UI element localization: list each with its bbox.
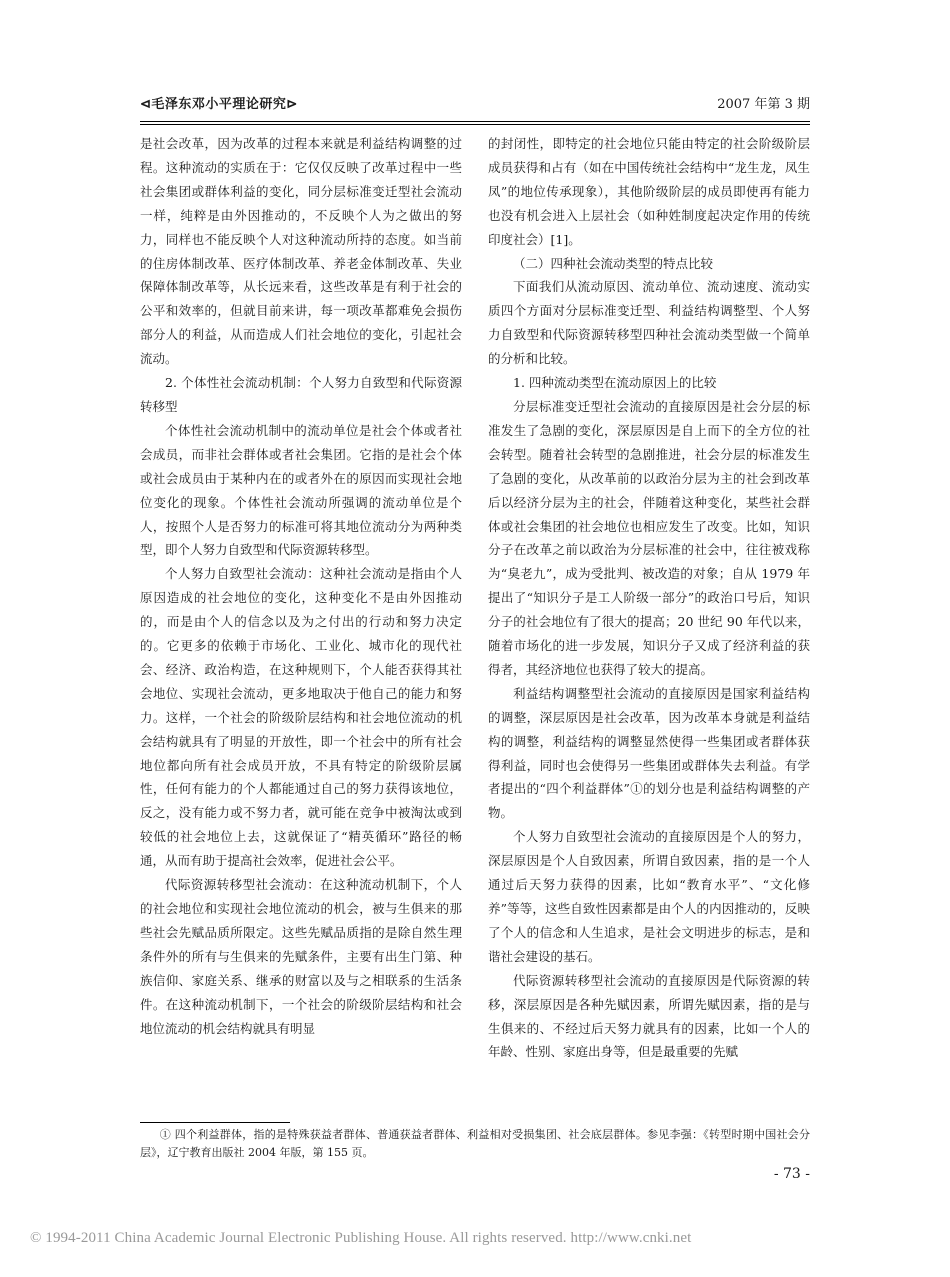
paragraph: 的封闭性，即特定的社会地位只能由特定的社会阶级阶层成员获得和占有（如在中国传统社会结构中“龙生龙，凤生凤”的地位传承现象），其他阶级阶层的成员即使再有能力也没有机会进入上层社会（如种姓制度起决定作用的传统印度社会）[1]。	[488, 136, 810, 247]
footnote	[140, 1126, 810, 1162]
section-heading: 2. 个体性社会流动机制：个人努力自致型和代际资源转移型	[140, 375, 462, 414]
paragraph: 代际资源转移型社会流动：在这种流动机制下，个人的社会地位和实现社会地位流动的机会，被与生俱来的那些社会先赋品质所限定。这些先赋品质指的是除自然生理条件外的所有与生俱来的先赋条件，主要有出生门第、种族信仰、家庭关系、继承的财富以及与之相联系的生活条件。在这种流动机制下，一个社会的阶级阶层结构和社会地位流动的机会结构就具有明显	[140, 877, 462, 1036]
paragraph: 是社会改革，因为改革的过程本来就是利益结构调整的过程。这种流动的实质在于：它仅仅反映了改革过程中一些社会集团或群体利益的变化，同分层标准变迁型社会流动一样，纯粹是由外因推动的，不反映个人为之做出的努力，同样也不能反映个人对这种流动所持的态度。如当前的住房体制改革、医疗体制改革、养老金体制改革、失业保障体制改革等，从长远来看，这些改革是有利于社会的公平和效率的，但就目前来讲，每一项改革都难免会损伤部分人的利益，从而造成人们社会地位的变化，引起社会流动。	[140, 136, 462, 367]
left-column	[140, 132, 462, 1050]
paragraph: 个人努力自致型社会流动：这种社会流动是指由个人原因造成的社会地位的变化，这种变化不是由外因推动的，而是由个人的信念以及为之付出的行动和努力决定的。它更多的依赖于市场化、工业化、城市化的现代社会、经济、政治构造，在这种规则下，个人能否获得其社会地位、实现社会流动，更多地取决于他自己的能力和努力。这样，一个社会的阶级阶层结构和社会地位流动的机会结构就具有了明显的开放性，即一个社会中的所有社会地位都向所有社会成员开放，不具有特定的阶级阶层属性，任何有能力的个人都能通过自己的努力获得该地位，反之，没有能力或不努力者，就可能在竞争中被淘汰或到较低的社会地位上去，这就保证了“精英循环”路径的畅通，从而有助于提高社会效率，促进社会公平。	[140, 566, 462, 869]
page-number: - 73 -	[773, 1166, 810, 1182]
paragraph: 个体性社会流动机制中的流动单位是社会个体或者社会成员，而非社会群体或者社会集团。它指的是社会个体或社会成员由于某种内在的或者外在的原因而实现社会地位变化的现象。个体性社会流动所强调的流动单位是个人，按照个人是否努力的标准可将其地位流动分为两种类型，即个人努力自致型和代际资源转移型。	[140, 422, 462, 558]
issue-label: 2007 年第 3 期	[717, 97, 810, 112]
header-rule	[140, 121, 810, 122]
paragraph: 分层标准变迁型社会流动的直接原因是社会分层的标准发生了急剧的变化，深层原因是自上而下的全方位的社会转型。随着社会转型的急剧推进，社会分层的标准发生了急剧的变化，从改革前的以政治分层为主的社会到改革后以经济分层为主的社会，伴随着这种变化，某些社会群体或社会集团的社会地位也相应发生了改变。比如，知识分子在改革之前以政治为分层标准的社会中，往往被戏称为“臭老九”，成为受批判、被改造的对象；自从 1979 年提出了“知识分子是工人阶级一部分”的政治口号后，知识分子的社会地位有了很大的提高；20 世纪 90 年代以来，随着市场化的进一步发展，知识分子又成了经济利益的获得者，其经济地位也获得了较大的提高。	[488, 398, 810, 677]
copyright-notice: © 1994-2011 China Academic Journal Electronic Publishing House. All rights reserved. http://www.cnki.net	[30, 1230, 692, 1246]
paragraph: 下面我们从流动原因、流动单位、流动速度、流动实质四个方面对分层标准变迁型、利益结构调整型、个人努力自致型和代际资源转移型四种社会流动类型做一个简单的分析和比较。	[488, 279, 810, 367]
journal-title: ⊲毛泽东邓小平理论研究⊳	[140, 97, 298, 112]
section-heading: （二）四种社会流动类型的特点比较	[513, 255, 714, 271]
paragraph: 个人努力自致型社会流动的直接原因是个人的努力，深层原因是个人自致因素，所谓自致因素，指的是一个人通过后天努力获得的因素，比如“教育水平”、“文化修养”等等，这些自致性因素都是由个人的内因推动的，反映了个人的信念和人生追求，是社会文明进步的标志，是和谐社会建设的基石。	[488, 829, 810, 964]
footnote-rule	[140, 1122, 290, 1123]
section-heading: 1. 四种流动类型在流动原因上的比较	[513, 375, 717, 391]
right-column	[488, 132, 810, 1060]
paragraph: 代际资源转移型社会流动的直接原因是代际资源的转移，深层原因是各种先赋因素，所谓先赋因素，指的是与生俱来的、不经过后天努力就具有的因素，比如一个人的年龄、性别、家庭出身等，但是最重要的先赋	[488, 972, 810, 1060]
header-rule-double	[140, 124, 810, 125]
footnote-text: ① 四个利益群体，指的是特殊获益者群体、普通获益者群体、利益相对受损集团、社会底层群体。参见李强：《转型时期中国社会分层》，辽宁教育出版社 2004 年版，第 155 页。	[140, 1128, 810, 1159]
paragraph: 利益结构调整型社会流动的直接原因是国家利益结构的调整，深层原因是社会改革，因为改革本身就是利益结构的调整，利益结构的调整显然使得一些集团或者群体获得利益，同时也会使得另一些集团或群体失去利益。有学者提出的“四个利益群体”①的划分也是利益结构调整的产物。	[488, 685, 810, 821]
